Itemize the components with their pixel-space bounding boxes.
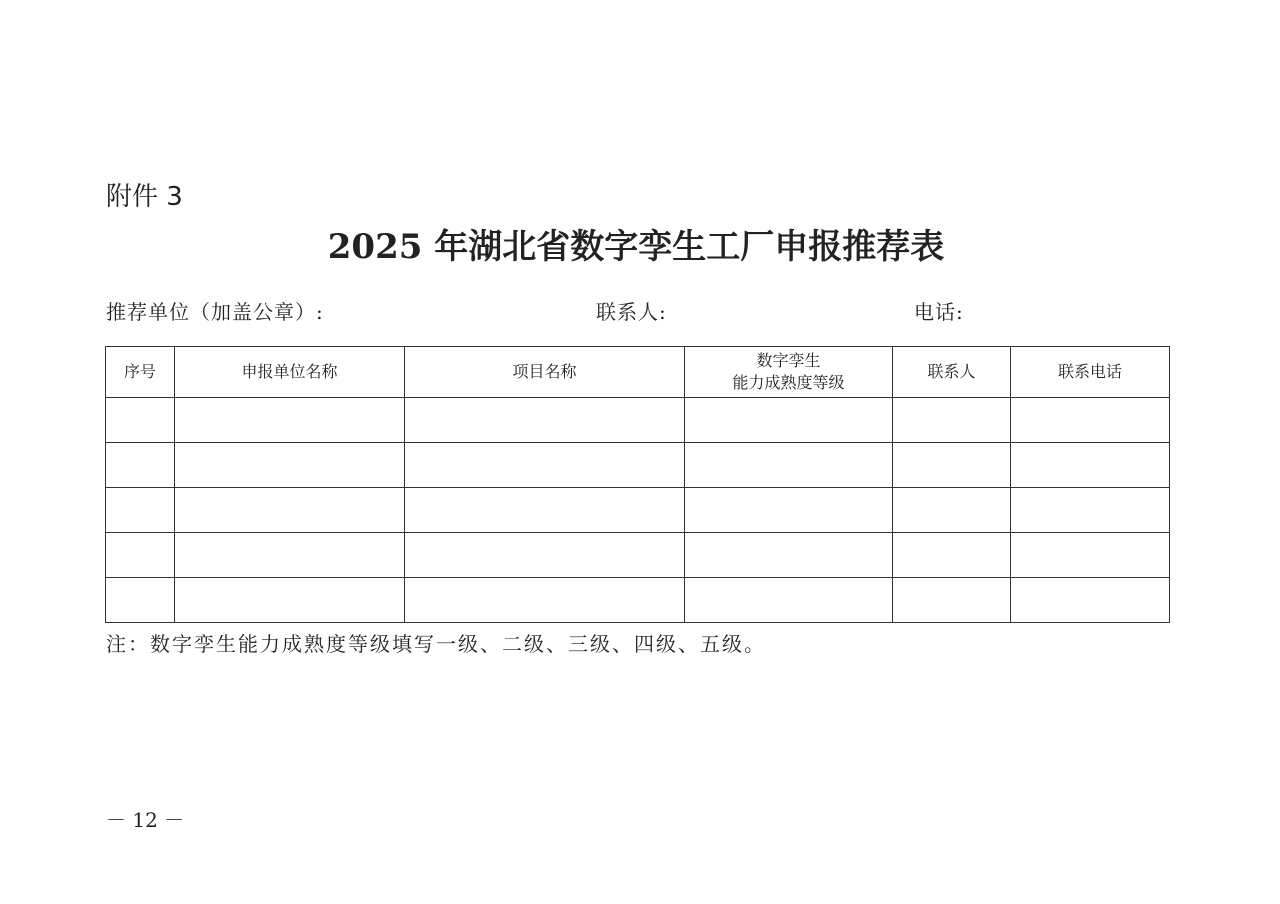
table-cell [405,488,685,533]
table-cell [106,578,175,623]
table-cell [893,443,1011,488]
table-cell [685,443,893,488]
table-row [106,533,1170,578]
page-number: － 12 － [106,808,185,832]
table-header-row [106,347,1170,398]
table-cell [1011,533,1170,578]
table-cell [893,533,1011,578]
table-body [106,398,1170,623]
table-cell [893,488,1011,533]
table-row [106,578,1170,623]
header-maturity-line1: 数字孪生 [756,351,821,370]
table-cell [1011,488,1170,533]
table-row [106,398,1170,443]
table-cell [175,398,405,443]
table-cell [405,578,685,623]
header-maturity-level [685,347,893,398]
header-contact-phone: 联系电话 [1011,347,1170,398]
phone-label: 电话: [914,300,964,324]
header-project-name: 项目名称 [405,347,685,398]
table-cell [106,443,175,488]
table-cell [175,488,405,533]
table-row [106,443,1170,488]
table-cell [175,578,405,623]
contact-person-label: 联系人: [596,300,667,324]
attachment-label: 附件 3 [106,182,183,212]
table-cell [1011,578,1170,623]
table-cell [685,488,893,533]
table-cell [1011,443,1170,488]
recommendation-table [105,346,1170,623]
table-row [106,488,1170,533]
table-cell [405,398,685,443]
table-cell [893,398,1011,443]
table-cell [685,578,893,623]
table-cell [106,488,175,533]
table-cell [685,398,893,443]
header-contact: 联系人 [893,347,1011,398]
table-cell [405,533,685,578]
footnote: 注：数字孪生能力成熟度等级填写一级、二级、三级、四级、五级。 [106,632,766,656]
table-cell [893,578,1011,623]
table-cell [106,398,175,443]
header-serial: 序号 [106,347,175,398]
table-cell [106,533,175,578]
header-applicant-name: 申报单位名称 [175,347,405,398]
page-title: 2025 年湖北省数字孪生工厂申报推荐表 [327,227,945,267]
table-cell [175,443,405,488]
table-cell [405,443,685,488]
table-cell [685,533,893,578]
header-maturity-line2: 能力成熟度等级 [732,373,845,392]
recommending-unit-label: 推荐单位（加盖公章）: [106,300,324,324]
table-cell [175,533,405,578]
table-cell [1011,398,1170,443]
